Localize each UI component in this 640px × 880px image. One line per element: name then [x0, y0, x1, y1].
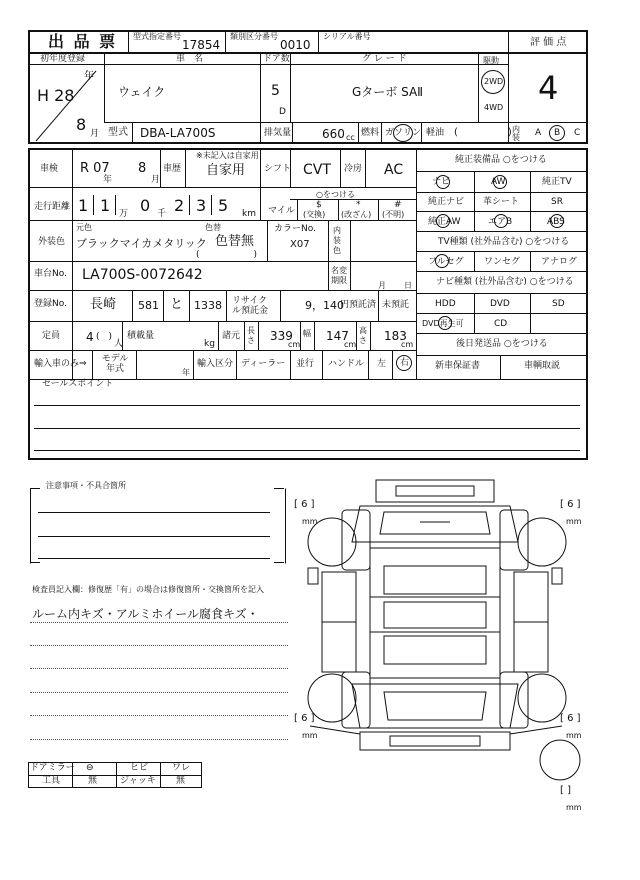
mileage-sen: 千: [157, 209, 167, 219]
name-change-label: 名変期限: [331, 266, 347, 285]
inspection-year: R 07: [80, 161, 110, 176]
tire-fl-bracket: [ 6 ]: [294, 499, 315, 510]
form-title: 出 品 票: [48, 32, 118, 51]
later-warranty: 新車保証書: [435, 361, 481, 371]
tv-analog: アナログ: [541, 257, 578, 267]
mileage-label: 走行距離: [34, 202, 71, 212]
tire-spare-bracket: [ ]: [560, 785, 571, 796]
equip-aw-circle: [493, 175, 507, 189]
break-label: ワレ: [172, 763, 191, 773]
length-value: 339: [270, 329, 293, 343]
plate-region: 長崎: [90, 297, 117, 312]
chassis-label: 車台No.: [34, 269, 67, 279]
displacement-value: 660: [322, 127, 345, 141]
exterior-color: ブラックマイカメタリック: [76, 237, 207, 250]
first-reg-label: 初年度登録: [40, 54, 86, 64]
ac-value: AC: [384, 162, 404, 178]
fuel-label: 燃料: [361, 128, 380, 138]
tire-spare-unit: mm: [566, 803, 582, 812]
dollar-sub: (交換): [303, 210, 326, 219]
width-cm: cm: [344, 340, 357, 349]
model-label: 型式: [108, 127, 128, 138]
interior-a: A: [535, 128, 542, 138]
tv-label: TV種類 (社外品含む) ○をつける: [438, 237, 570, 247]
recycle-value: 9，140: [305, 299, 344, 312]
plate-number: 1338: [194, 299, 222, 312]
equip-airbag: エアB: [488, 217, 513, 227]
mirror-status-mark: ⊖: [86, 763, 94, 773]
length-cm: cm: [288, 340, 301, 349]
tire-rl-bracket: [ 6 ]: [294, 713, 315, 724]
inspector-label: 検査員記入欄：修復歴「有」の場合は修復箇所・交換箇所を記入: [32, 585, 264, 594]
equip-leather: 革シート: [483, 197, 520, 207]
hash-sub: (不明): [382, 210, 405, 219]
doors-label: ドア数: [263, 54, 290, 64]
star-sub: (改ざん): [341, 210, 372, 219]
year-unit: 年: [84, 71, 94, 82]
equip-abs-circle: [550, 214, 564, 228]
later-manual: 車輌取説: [524, 361, 561, 371]
name-change-month: 月: [378, 281, 386, 290]
width-value: 147: [326, 329, 349, 343]
model-year-unit: 年: [182, 368, 190, 377]
height-label: 高さ: [359, 326, 367, 345]
caution-label: 注意事項・不具合箇所: [46, 481, 126, 490]
type-cert-value: 17854: [182, 38, 221, 52]
color-no-label: カラーNo.: [274, 224, 316, 234]
inspection-year-unit: 年: [103, 175, 113, 185]
recycle-unit: 円預託済: [340, 300, 377, 310]
exterior-label: 外装色: [38, 237, 66, 247]
orig-color-label: 元色: [76, 223, 92, 232]
recycle-label: リサイクル預託金: [232, 296, 269, 316]
inspection-month-unit: 月: [151, 175, 161, 185]
equip-genuine-aw: 純正AW: [428, 217, 461, 227]
capacity-value: 4: [86, 330, 94, 344]
plate-class: 581: [138, 299, 159, 312]
tire-rr-unit: mm: [566, 731, 582, 740]
jack-label: ジャッキ: [120, 776, 156, 786]
mileage-digit-6: 5: [218, 196, 229, 215]
type-cert-label: 型式指定番号: [133, 32, 181, 41]
navi-dvd: DVD: [490, 299, 510, 309]
name-change-day: 日: [404, 281, 412, 290]
import-parallel: 並行: [296, 359, 315, 369]
tools-value: 無: [88, 776, 98, 786]
equip-abs: ABS: [547, 217, 565, 227]
repaint-paren: ( ): [196, 250, 258, 260]
equip-navi: ナビ: [432, 177, 451, 187]
class-label: 類別区分番号: [230, 32, 278, 41]
star-option: *: [356, 200, 361, 210]
shift-value: CVT: [303, 162, 331, 178]
tire-fr-unit: mm: [566, 517, 582, 526]
dimensions-label: 諸元: [222, 331, 241, 341]
car-diagram: [300, 472, 600, 802]
serial-label: シリアル番号: [323, 32, 371, 41]
tools-label: 工具: [42, 776, 61, 786]
mileage-digit-3: 0: [140, 196, 151, 215]
navi-dvd-play-circle: [438, 316, 452, 330]
equip-aw: AW: [491, 177, 506, 187]
mileage-digit-2: 1: [100, 196, 111, 215]
history-note: ※未記入は自家用: [196, 151, 259, 160]
grade-label: グ レ ー ド: [362, 54, 407, 64]
mirror-label: ドアミラー: [30, 763, 75, 773]
width-label: 幅: [303, 329, 311, 338]
drive-2wd: 2WD: [484, 77, 504, 86]
interior-color-label: 内装色: [333, 226, 341, 255]
inspection-label: 車検: [40, 164, 59, 174]
chassis-value: LA700S-0072642: [82, 267, 203, 283]
load-kg: kg: [204, 339, 215, 349]
handle-right: 右: [400, 358, 410, 368]
tire-fr-bracket: [ 6 ]: [560, 499, 581, 510]
doors-value: 5: [271, 83, 280, 99]
score-label: 評 価 点: [530, 37, 567, 48]
equip-sr: SR: [551, 197, 563, 207]
load-label: 積載量: [127, 331, 155, 341]
model-value: DBA-LA700S: [140, 126, 216, 140]
grade-value: Gターボ SAⅡ: [352, 85, 424, 99]
mileage-digit-5: 3: [196, 196, 207, 215]
equip-genuine-aw-circle: [436, 214, 450, 228]
tv-fullseg-circle: [435, 254, 449, 268]
mileage-circle-note: ○をつける: [316, 190, 355, 199]
mileage-digit-4: 2: [174, 196, 185, 215]
import-label: 輸入車のみ⇒: [34, 359, 87, 369]
drive-4wd: 4WD: [484, 103, 504, 112]
genuine-label: 純正装備品 ○をつける: [455, 155, 547, 165]
car-name: ウェイク: [118, 85, 166, 99]
tire-fl-unit: mm: [302, 517, 318, 526]
equip-genuine-navi: 純正ナビ: [428, 197, 465, 207]
navi-dvd-play: DVD再生可: [422, 319, 464, 328]
navi-sd: SD: [552, 299, 565, 309]
plate-label: 登録No.: [34, 299, 67, 309]
handle-label: ハンドル: [328, 359, 365, 369]
tv-fullseg: フルセグ: [428, 257, 464, 267]
model-year-label: モデル年式: [101, 354, 129, 374]
mileage-km: km: [242, 209, 256, 219]
navi-hdd: HDD: [435, 299, 456, 309]
crack-label: ヒビ: [130, 763, 149, 773]
score-value: 4: [538, 69, 559, 107]
hash-option: #: [394, 200, 402, 210]
height-cm: cm: [401, 340, 414, 349]
fuel-paren: ( ): [454, 127, 512, 138]
jack-value: 無: [176, 776, 186, 786]
tire-rr-bracket: [ 6 ]: [560, 713, 581, 724]
shift-label: シフト: [264, 164, 292, 174]
history-value: 自家用: [206, 163, 246, 178]
plate-kana: と: [170, 297, 184, 312]
car-name-label: 車 名: [176, 54, 204, 64]
fuel-gasoline: ガソリン: [385, 128, 422, 138]
first-reg-month: 8: [76, 115, 87, 134]
tire-rl-unit: mm: [302, 731, 318, 740]
inspection-month: 8: [138, 161, 147, 176]
capacity-paren: ( ): [96, 332, 113, 342]
navi-cd: CD: [494, 319, 508, 329]
handle-left: 左: [377, 359, 387, 369]
navi-label: ナビ種類 (社外品含む) ○をつける: [436, 277, 574, 287]
interior-b: B: [554, 128, 561, 138]
length-label: 長さ: [247, 326, 255, 345]
cc-unit: cc: [346, 133, 355, 142]
fuel-diesel: 軽油: [426, 128, 445, 138]
drive-label: 駆動: [483, 56, 499, 65]
capacity-label: 定員: [42, 331, 61, 341]
first-reg-year: H 28: [37, 86, 75, 105]
inspector-text: ルーム内キズ・アルミホイール腐食キズ・: [32, 607, 259, 621]
sales-point-label: セールスポイント: [42, 379, 114, 389]
interior-c: C: [574, 128, 581, 138]
month-unit: 月: [90, 129, 100, 139]
repaint-value: 色替無: [215, 234, 255, 249]
caution-bracket: [30, 488, 286, 564]
equip-navi-circle: [436, 175, 450, 189]
history-label: 車歴: [163, 164, 182, 174]
dollar-option: $: [316, 200, 322, 210]
later-label: 後日発送品 ○をつける: [456, 339, 548, 349]
displacement-label: 排気量: [264, 128, 292, 138]
mileage-man: 万: [119, 209, 129, 219]
mileage-digit-1: 1: [78, 196, 89, 215]
equip-tv: 純正TV: [542, 177, 572, 187]
height-value: 183: [384, 329, 407, 343]
mile-option: マイル: [268, 206, 295, 216]
equip-airbag-circle: [494, 214, 508, 228]
repaint-label: 色替: [205, 223, 221, 232]
capacity-unit: 人: [114, 339, 124, 349]
import-dealer: ディーラー: [241, 359, 286, 369]
interior-label: 内装: [512, 125, 520, 142]
recycle-status: 未預託: [382, 300, 410, 310]
import-class-label: 輸入区分: [197, 359, 234, 369]
color-no-value: X07: [290, 239, 310, 250]
tv-oneseg: ワンセグ: [484, 257, 521, 267]
ac-label: 冷房: [344, 164, 363, 174]
class-value: 0010: [280, 38, 311, 52]
doors-type: D: [279, 107, 286, 117]
